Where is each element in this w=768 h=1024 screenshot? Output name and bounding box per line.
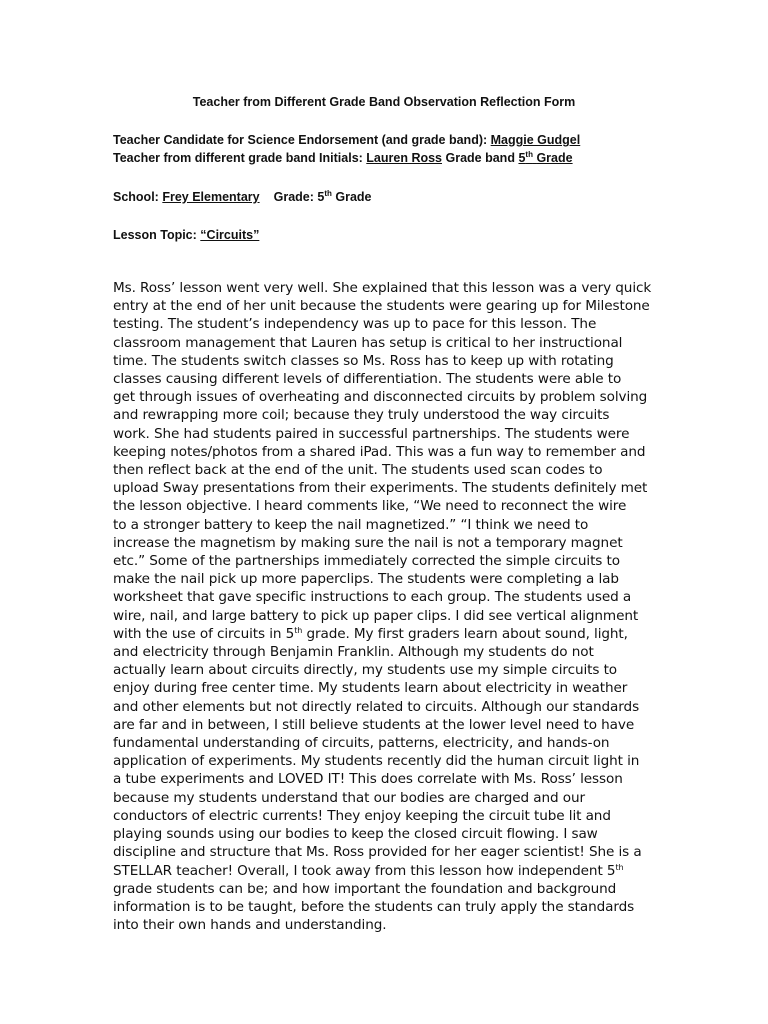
reflection-paragraph (113, 279, 658, 934)
school-name: Frey Elementary (162, 190, 260, 204)
school-line (113, 190, 372, 204)
text-line: entry at the end of her unit because the students were gearing up for Milestone (113, 298, 650, 315)
text-line: enjoy during free center time. My students learn about electricity in weather (113, 680, 628, 697)
text-line: playing sounds using our bodies to keep the closed circuit flowing. I saw (113, 826, 598, 843)
text-line: the lesson objective. I heard comments like, “We need to reconnect the wire (113, 498, 627, 515)
text-line: then reflect back at the end of the unit. The students used scan codes to (113, 462, 603, 479)
candidate-name: Maggie Gudgel (490, 133, 581, 147)
text-line: into their own hands and understanding. (113, 917, 387, 934)
text-line: etc.” Some of the partnerships immediately corrected the simple circuits to (113, 553, 620, 570)
text-line: a tube experiments and LOVED IT! This does correlate with Ms. Ross’ lesson (113, 771, 623, 788)
topic-value: “Circuits” (200, 228, 260, 242)
text-line: and electricity through Benjamin Franklin. Although my students do not (113, 644, 594, 661)
text-line: discipline and structure that Ms. Ross provided for her eager scientist! She is a (113, 844, 642, 861)
text-line: keeping notes/photos from a shared iPad. This was a fun way to remember and (113, 443, 646, 460)
lesson-topic-line (113, 228, 259, 242)
text-line: STELLAR teacher! Overall, I took away from this lesson how independent 5th (113, 862, 624, 879)
text-line: fundamental understanding of circuits, patterns, electricity, and hands-on (113, 735, 610, 752)
text-line: and other elements but not directly related to circuits. Although our standards (113, 698, 640, 715)
observed-label: Teacher from different grade band Initials: (113, 151, 363, 165)
text-line: because my students understand that our bodies are charged and our (113, 789, 585, 806)
school-label: School: (113, 190, 159, 204)
text-line: with the use of circuits in 5th grade. My first graders learn about sound, light, (113, 625, 628, 642)
text-line: application of experiments. My students recently did the human circuit light in (113, 753, 640, 770)
text-line: time. The students switch classes so Ms. Ross has to keep up with rotating (113, 352, 614, 369)
text-line: wire, nail, and large battery to pick up paper clips. I did see vertical alignment (113, 607, 639, 624)
grade-value: Grade: 5th Grade (273, 189, 372, 204)
candidate-line (113, 133, 580, 147)
observed-teacher-line (113, 151, 573, 165)
observed-name: Lauren Ross (366, 151, 443, 165)
text-line: grade students can be; and how important the foundation and background (113, 880, 617, 897)
grade-band-label: Grade band (445, 151, 515, 165)
text-line: get through issues of overheating and disconnected circuits by problem solving (113, 389, 648, 406)
text-line: Ms. Ross’ lesson went very well. She explained that this lesson was a very quick (113, 280, 652, 296)
text-line: classroom management that Lauren has setup is critical to her instructional (113, 334, 623, 351)
text-line: information is to be taught, before the students can truly apply the standards (113, 898, 635, 915)
text-line: classes causing different levels of differentiation. The students were able to (113, 371, 622, 388)
text-line: conductors of electric currents! They enjoy keeping the circuit tube lit and (113, 807, 611, 824)
text-line: to a stronger battery to keep the nail magnetized.” “I think we need to (113, 516, 589, 533)
text-line: make the nail pick up more paperclips. The students were completing a lab (113, 571, 619, 588)
text-line: work. She had students paired in successful partnerships. The students were (113, 425, 630, 442)
form-title: Teacher from Different Grade Band Observation Reflection Form (192, 95, 576, 109)
text-line: upload Sway presentations from their experiments. The students definitely met (113, 480, 648, 497)
candidate-label: Teacher Candidate for Science Endorsement (and grade band): (113, 133, 488, 147)
topic-label: Lesson Topic: (113, 228, 197, 242)
text-line: testing. The student’s independency was up to pace for this lesson. The (113, 316, 597, 333)
text-line: worksheet that gave specific instructions to each group. The students used a (113, 589, 632, 606)
text-line: actually learn about circuits directly, my students use my simple circuits to (113, 662, 618, 679)
text-line: are far and in between, I still believe students at the lower level need to have (113, 716, 635, 733)
grade-band-value: 5th Grade (518, 150, 573, 165)
text-line: increase the magnetism by making sure the nail is not a temporary magnet (113, 534, 623, 551)
text-line: and rewrapping more coil; because they truly understood the way circuits (113, 407, 610, 424)
